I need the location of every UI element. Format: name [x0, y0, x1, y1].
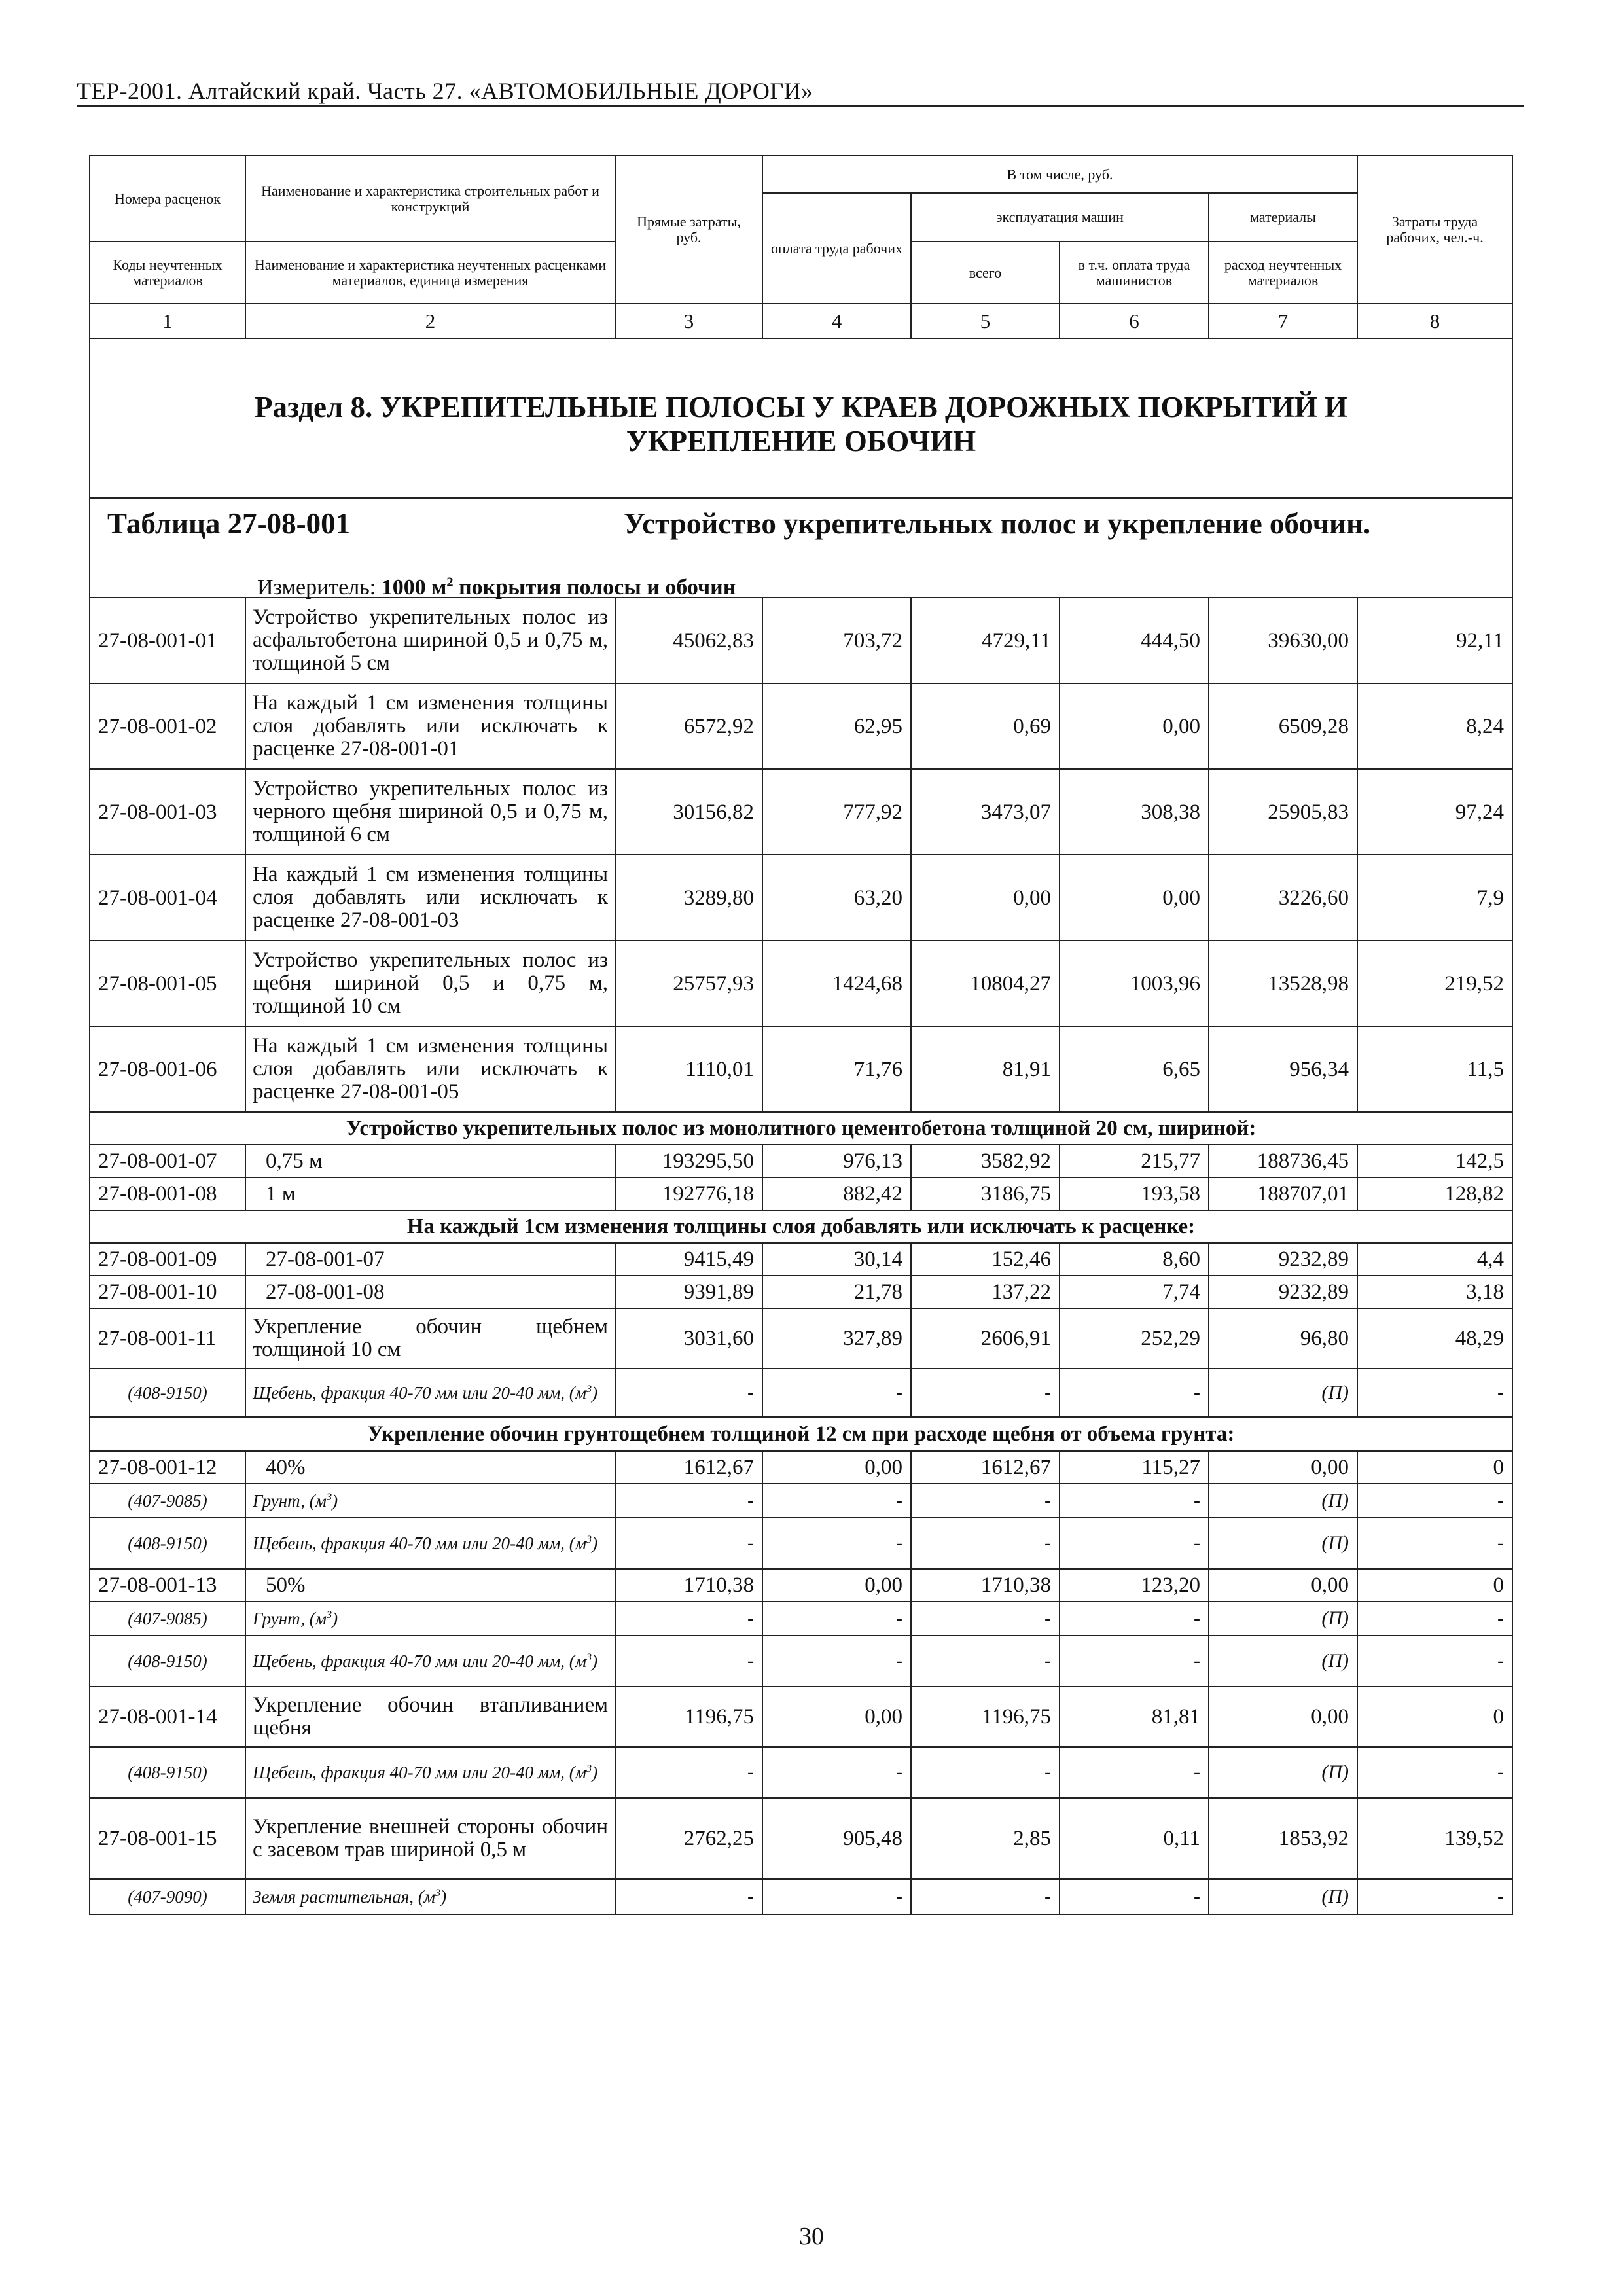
col-works-name: Наименование и характеристика строительных работ и конструкций — [245, 156, 615, 242]
material-unit-sup: 3 — [586, 1651, 592, 1663]
labor-pay: 905,48 — [762, 1798, 911, 1879]
rate-name: Устройство укрепительных полос из щебня шириной 0,5 и 0,75 м, толщиной 10 см — [245, 941, 615, 1026]
header-rule — [77, 105, 1524, 107]
direct-costs: 192776,18 — [615, 1177, 762, 1210]
labor-pay: 777,92 — [762, 769, 911, 855]
dash: - — [762, 1484, 911, 1518]
material-unit-sup: 3 — [327, 1490, 332, 1503]
material-unit-sup: 3 — [586, 1533, 592, 1545]
table-row — [90, 1145, 1512, 1177]
col-operators-pay: в т.ч. оплата труда машинистов — [1060, 242, 1209, 304]
group-heading: Укрепление обочин грунтощебнем толщиной 12 см при расходе щебня от объема грунта: — [90, 1417, 1512, 1451]
material-unit-sup: 3 — [435, 1886, 441, 1899]
labor-pay: 63,20 — [762, 855, 911, 941]
operators-pay: 308,38 — [1060, 769, 1209, 855]
labor-costs: 142,5 — [1357, 1145, 1512, 1177]
material-name-text: Земля растительная, (м — [253, 1886, 436, 1907]
rate-name: Устройство укрепительных полос из черного щебня шириной 0,5 и 0,75 м, толщиной 6 см — [245, 769, 615, 855]
dash: - — [1060, 1484, 1209, 1518]
material-name-text: Щебень, фракция 40-70 мм или 20-40 мм, (м — [253, 1651, 587, 1671]
col-number: 7 — [1209, 304, 1357, 338]
table-row — [90, 1308, 1512, 1369]
group-heading: Устройство укрепительных полос из монолитного цементобетона толщиной 20 см, шириной: — [90, 1112, 1512, 1145]
materials: 188707,01 — [1209, 1177, 1357, 1210]
labor-costs: 8,24 — [1357, 683, 1512, 769]
rates-table-frame — [89, 155, 1512, 1915]
materials: 3226,60 — [1209, 855, 1357, 941]
rate-name: Устройство укрепительных полос из асфальтобетона шириной 0,5 и 0,75 м, толщиной 5 см — [245, 598, 615, 683]
col-number: 3 — [615, 304, 762, 338]
material-unit-sup: 3 — [586, 1762, 592, 1774]
materials: 9232,89 — [1209, 1276, 1357, 1308]
table-row — [90, 1798, 1512, 1879]
labor-pay: 882,42 — [762, 1177, 911, 1210]
table-row — [90, 1026, 1512, 1112]
direct-costs: 3289,80 — [615, 855, 762, 941]
dash: - — [911, 1747, 1060, 1798]
material-unit-close: ) — [332, 1490, 338, 1511]
labor-costs: 48,29 — [1357, 1308, 1512, 1369]
col-number: 5 — [911, 304, 1060, 338]
direct-costs: 1110,01 — [615, 1026, 762, 1112]
operators-pay: 81,81 — [1060, 1687, 1209, 1747]
dash: - — [762, 1747, 911, 1798]
labor-costs: 92,11 — [1357, 598, 1512, 683]
operators-pay: 0,00 — [1060, 683, 1209, 769]
dash: - — [911, 1879, 1060, 1914]
machine-total: 1196,75 — [911, 1687, 1060, 1747]
labor-costs: 128,82 — [1357, 1177, 1512, 1210]
dash: - — [762, 1879, 911, 1914]
materials: 39630,00 — [1209, 598, 1357, 683]
labor-pay: 976,13 — [762, 1145, 911, 1177]
col-number: 4 — [762, 304, 911, 338]
labor-pay: 21,78 — [762, 1276, 911, 1308]
table-row — [90, 1243, 1512, 1276]
material-code: (408-9150) — [90, 1518, 245, 1569]
material-unit-close: ) — [332, 1608, 338, 1628]
labor-pay: 0,00 — [762, 1569, 911, 1602]
materials: 96,80 — [1209, 1308, 1357, 1369]
machine-total: 10804,27 — [911, 941, 1060, 1026]
material-name — [245, 1879, 615, 1914]
materials: 0,00 — [1209, 1687, 1357, 1747]
col-materials-name: Наименование и характеристика неучтенных расценками материалов, единица измерения — [245, 242, 615, 304]
dash: - — [1357, 1747, 1512, 1798]
rate-name: Укрепление обочин втапливанием щебня — [245, 1687, 615, 1747]
page-number: 30 — [799, 2223, 824, 2250]
rate-code: 27-08-001-15 — [90, 1798, 245, 1879]
dash: - — [615, 1369, 762, 1417]
machine-total: 0,00 — [911, 855, 1060, 941]
col-codes-unaccounted: Коды неучтенных материалов — [90, 242, 245, 304]
rate-name: На каждый 1 см изменения толщины слоя добавлять или исключать к расценке 27-08-001-05 — [245, 1026, 615, 1112]
labor-pay: 327,89 — [762, 1308, 911, 1369]
operators-pay: 0,11 — [1060, 1798, 1209, 1879]
rate-name: Укрепление обочин щебнем толщиной 10 см — [245, 1308, 615, 1369]
meter-suffix: покрытия полосы и обочин — [453, 575, 736, 600]
labor-costs: 4,4 — [1357, 1243, 1512, 1276]
machine-total: 137,22 — [911, 1276, 1060, 1308]
material-name-text: Щебень, фракция 40-70 мм или 20-40 мм, (м — [253, 1762, 587, 1782]
material-p: (П) — [1209, 1636, 1357, 1687]
rate-name: 40% — [245, 1451, 615, 1484]
material-row — [90, 1518, 1512, 1569]
rate-name: 27-08-001-07 — [245, 1243, 615, 1276]
materials: 25905,83 — [1209, 769, 1357, 855]
rate-name: На каждый 1 см изменения толщины слоя добавлять или исключать к расценке 27-08-001-03 — [245, 855, 615, 941]
dash: - — [762, 1518, 911, 1569]
machine-total: 81,91 — [911, 1026, 1060, 1112]
dash: - — [1060, 1518, 1209, 1569]
table-label: Таблица 27-08-001 — [107, 507, 351, 540]
materials: 0,00 — [1209, 1451, 1357, 1484]
material-row — [90, 1879, 1512, 1914]
material-code: (407-9090) — [90, 1879, 245, 1914]
operators-pay: 444,50 — [1060, 598, 1209, 683]
col-number: 1 — [90, 304, 245, 338]
materials: 1853,92 — [1209, 1798, 1357, 1879]
material-name — [245, 1636, 615, 1687]
rate-code: 27-08-001-01 — [90, 598, 245, 683]
col-materials: материалы — [1209, 193, 1357, 242]
table-row — [90, 941, 1512, 1026]
machine-total: 1710,38 — [911, 1569, 1060, 1602]
dash: - — [1060, 1636, 1209, 1687]
dash: - — [911, 1636, 1060, 1687]
operators-pay: 215,77 — [1060, 1145, 1209, 1177]
material-row — [90, 1602, 1512, 1636]
rate-code: 27-08-001-07 — [90, 1145, 245, 1177]
meter-sup: 2 — [446, 575, 454, 590]
col-number: 8 — [1357, 304, 1512, 338]
table-row — [90, 1687, 1512, 1747]
materials: 9232,89 — [1209, 1243, 1357, 1276]
rate-name: Укрепление внешней стороны обочин с засевом трав шириной 0,5 м — [245, 1798, 615, 1879]
material-code: (408-9150) — [90, 1636, 245, 1687]
rate-code: 27-08-001-11 — [90, 1308, 245, 1369]
dash: - — [911, 1518, 1060, 1569]
material-p: (П) — [1209, 1602, 1357, 1636]
table-row — [90, 1177, 1512, 1210]
machine-total: 2,85 — [911, 1798, 1060, 1879]
table-row — [90, 1276, 1512, 1308]
direct-costs: 9391,89 — [615, 1276, 762, 1308]
direct-costs: 1710,38 — [615, 1569, 762, 1602]
rate-code: 27-08-001-09 — [90, 1243, 245, 1276]
material-p: (П) — [1209, 1747, 1357, 1798]
direct-costs: 3031,60 — [615, 1308, 762, 1369]
rate-code: 27-08-001-13 — [90, 1569, 245, 1602]
material-name-text: Грунт, (м — [253, 1608, 327, 1628]
dash: - — [615, 1636, 762, 1687]
labor-pay: 0,00 — [762, 1451, 911, 1484]
material-row — [90, 1369, 1512, 1417]
material-p: (П) — [1209, 1879, 1357, 1914]
material-code: (407-9085) — [90, 1484, 245, 1518]
rate-code: 27-08-001-02 — [90, 683, 245, 769]
operators-pay: 252,29 — [1060, 1308, 1209, 1369]
direct-costs: 9415,49 — [615, 1243, 762, 1276]
dash: - — [1357, 1484, 1512, 1518]
table-row — [90, 855, 1512, 941]
dash: - — [1060, 1602, 1209, 1636]
material-row — [90, 1747, 1512, 1798]
meter-value: 1000 м — [381, 575, 447, 600]
col-labor-pay: оплата труда рабочих — [762, 193, 911, 304]
rate-name: На каждый 1 см изменения толщины слоя добавлять или исключать к расценке 27-08-001-01 — [245, 683, 615, 769]
direct-costs: 25757,93 — [615, 941, 762, 1026]
material-row — [90, 1484, 1512, 1518]
operators-pay: 7,74 — [1060, 1276, 1209, 1308]
material-unit-close: ) — [592, 1651, 598, 1671]
dash: - — [762, 1369, 911, 1417]
rate-code: 27-08-001-10 — [90, 1276, 245, 1308]
operators-pay: 0,00 — [1060, 855, 1209, 941]
labor-pay: 0,00 — [762, 1687, 911, 1747]
machine-total: 1612,67 — [911, 1451, 1060, 1484]
machine-total: 4729,11 — [911, 598, 1060, 683]
dash: - — [911, 1484, 1060, 1518]
labor-costs: 97,24 — [1357, 769, 1512, 855]
dash: - — [1357, 1369, 1512, 1417]
material-row — [90, 1636, 1512, 1687]
labor-costs: 0 — [1357, 1569, 1512, 1602]
section-title: Раздел 8. УКРЕПИТЕЛЬНЫЕ ПОЛОСЫ У КРАЕВ ДОРОЖНЫХ ПОКРЫТИЙ И УКРЕПЛЕНИЕ ОБОЧИН — [254, 391, 1348, 457]
table-name: Устройство укрепительных полос и укрепление обочин. — [624, 507, 1371, 540]
material-p: (П) — [1209, 1484, 1357, 1518]
col-number: 6 — [1060, 304, 1209, 338]
material-code: (408-9150) — [90, 1369, 245, 1417]
table-row — [90, 1569, 1512, 1602]
rate-name: 50% — [245, 1569, 615, 1602]
rate-name: 1 м — [245, 1177, 615, 1210]
dash: - — [1357, 1518, 1512, 1569]
col-number: 2 — [245, 304, 615, 338]
rate-code: 27-08-001-05 — [90, 941, 245, 1026]
col-including: В том числе, руб. — [762, 156, 1357, 193]
operators-pay: 6,65 — [1060, 1026, 1209, 1112]
dash: - — [615, 1879, 762, 1914]
direct-costs: 45062,83 — [615, 598, 762, 683]
material-unit-close: ) — [440, 1886, 447, 1907]
material-unit-sup: 3 — [327, 1608, 332, 1621]
meter-prefix: Измеритель: — [257, 575, 382, 600]
dash: - — [911, 1602, 1060, 1636]
group-heading: На каждый 1см изменения толщины слоя добавлять или исключать к расценке: — [90, 1210, 1512, 1243]
direct-costs: 30156,82 — [615, 769, 762, 855]
materials: 0,00 — [1209, 1569, 1357, 1602]
dash: - — [1357, 1879, 1512, 1914]
direct-costs: 6572,92 — [615, 683, 762, 769]
rate-name: 0,75 м — [245, 1145, 615, 1177]
labor-pay: 62,95 — [762, 683, 911, 769]
material-p: (П) — [1209, 1518, 1357, 1569]
operators-pay: 115,27 — [1060, 1451, 1209, 1484]
machine-total: 3473,07 — [911, 769, 1060, 855]
dash: - — [615, 1484, 762, 1518]
machine-total: 2606,91 — [911, 1308, 1060, 1369]
rates-table — [89, 155, 1513, 1915]
col-direct-costs: Прямые затраты, руб. — [615, 156, 762, 304]
rate-code: 27-08-001-03 — [90, 769, 245, 855]
rate-code: 27-08-001-12 — [90, 1451, 245, 1484]
materials: 6509,28 — [1209, 683, 1357, 769]
material-unit-close: ) — [592, 1382, 598, 1403]
dash: - — [762, 1636, 911, 1687]
labor-pay: 71,76 — [762, 1026, 911, 1112]
labor-costs: 139,52 — [1357, 1798, 1512, 1879]
meter-line — [257, 575, 736, 600]
machine-total: 3186,75 — [911, 1177, 1060, 1210]
labor-pay: 30,14 — [762, 1243, 911, 1276]
dash: - — [615, 1518, 762, 1569]
labor-costs: 0 — [1357, 1451, 1512, 1484]
col-machine-ops: эксплуатация машин — [911, 193, 1209, 242]
rate-code: 27-08-001-06 — [90, 1026, 245, 1112]
material-unit-close: ) — [592, 1533, 598, 1553]
rate-code: 27-08-001-08 — [90, 1177, 245, 1210]
rate-code: 27-08-001-14 — [90, 1687, 245, 1747]
materials: 956,34 — [1209, 1026, 1357, 1112]
dash: - — [911, 1369, 1060, 1417]
direct-costs: 2762,25 — [615, 1798, 762, 1879]
machine-total: 0,69 — [911, 683, 1060, 769]
col-unaccounted-consumption: расход неучтенных материалов — [1209, 242, 1357, 304]
dash: - — [1357, 1602, 1512, 1636]
dash: - — [1060, 1369, 1209, 1417]
dash: - — [1357, 1636, 1512, 1687]
direct-costs: 1612,67 — [615, 1451, 762, 1484]
dash: - — [615, 1747, 762, 1798]
table-row — [90, 1451, 1512, 1484]
operators-pay: 1003,96 — [1060, 941, 1209, 1026]
operators-pay: 123,20 — [1060, 1569, 1209, 1602]
labor-costs: 11,5 — [1357, 1026, 1512, 1112]
direct-costs: 1196,75 — [615, 1687, 762, 1747]
material-name — [245, 1369, 615, 1417]
materials: 13528,98 — [1209, 941, 1357, 1026]
table-row — [90, 683, 1512, 769]
labor-costs: 219,52 — [1357, 941, 1512, 1026]
table-row — [90, 769, 1512, 855]
material-name-text: Щебень, фракция 40-70 мм или 20-40 мм, (м — [253, 1382, 587, 1403]
material-name — [245, 1518, 615, 1569]
material-p: (П) — [1209, 1369, 1357, 1417]
col-rate-numbers: Номера расценок — [90, 156, 245, 242]
material-name — [245, 1747, 615, 1798]
labor-pay: 703,72 — [762, 598, 911, 683]
dash: - — [1060, 1879, 1209, 1914]
labor-pay: 1424,68 — [762, 941, 911, 1026]
dash: - — [762, 1602, 911, 1636]
col-total: всего — [911, 242, 1060, 304]
page-header: ТЕР-2001. Алтайский край. Часть 27. «АВТОМОБИЛЬНЫЕ ДОРОГИ» — [77, 78, 813, 104]
material-code: (408-9150) — [90, 1747, 245, 1798]
material-name-text: Щебень, фракция 40-70 мм или 20-40 мм, (м — [253, 1533, 587, 1553]
table-row — [90, 598, 1512, 683]
material-unit-sup: 3 — [586, 1382, 592, 1395]
rate-name: 27-08-001-08 — [245, 1276, 615, 1308]
materials: 188736,45 — [1209, 1145, 1357, 1177]
machine-total: 3582,92 — [911, 1145, 1060, 1177]
dash: - — [615, 1602, 762, 1636]
labor-costs: 3,18 — [1357, 1276, 1512, 1308]
operators-pay: 8,60 — [1060, 1243, 1209, 1276]
rate-code: 27-08-001-04 — [90, 855, 245, 941]
labor-costs: 7,9 — [1357, 855, 1512, 941]
dash: - — [1060, 1747, 1209, 1798]
material-name — [245, 1602, 615, 1636]
machine-total: 152,46 — [911, 1243, 1060, 1276]
material-unit-close: ) — [592, 1762, 598, 1782]
labor-costs: 0 — [1357, 1687, 1512, 1747]
material-code: (407-9085) — [90, 1602, 245, 1636]
material-name — [245, 1484, 615, 1518]
operators-pay: 193,58 — [1060, 1177, 1209, 1210]
material-name-text: Грунт, (м — [253, 1490, 327, 1511]
col-labor-costs: Затраты труда рабочих, чел.-ч. — [1357, 156, 1512, 304]
direct-costs: 193295,50 — [615, 1145, 762, 1177]
